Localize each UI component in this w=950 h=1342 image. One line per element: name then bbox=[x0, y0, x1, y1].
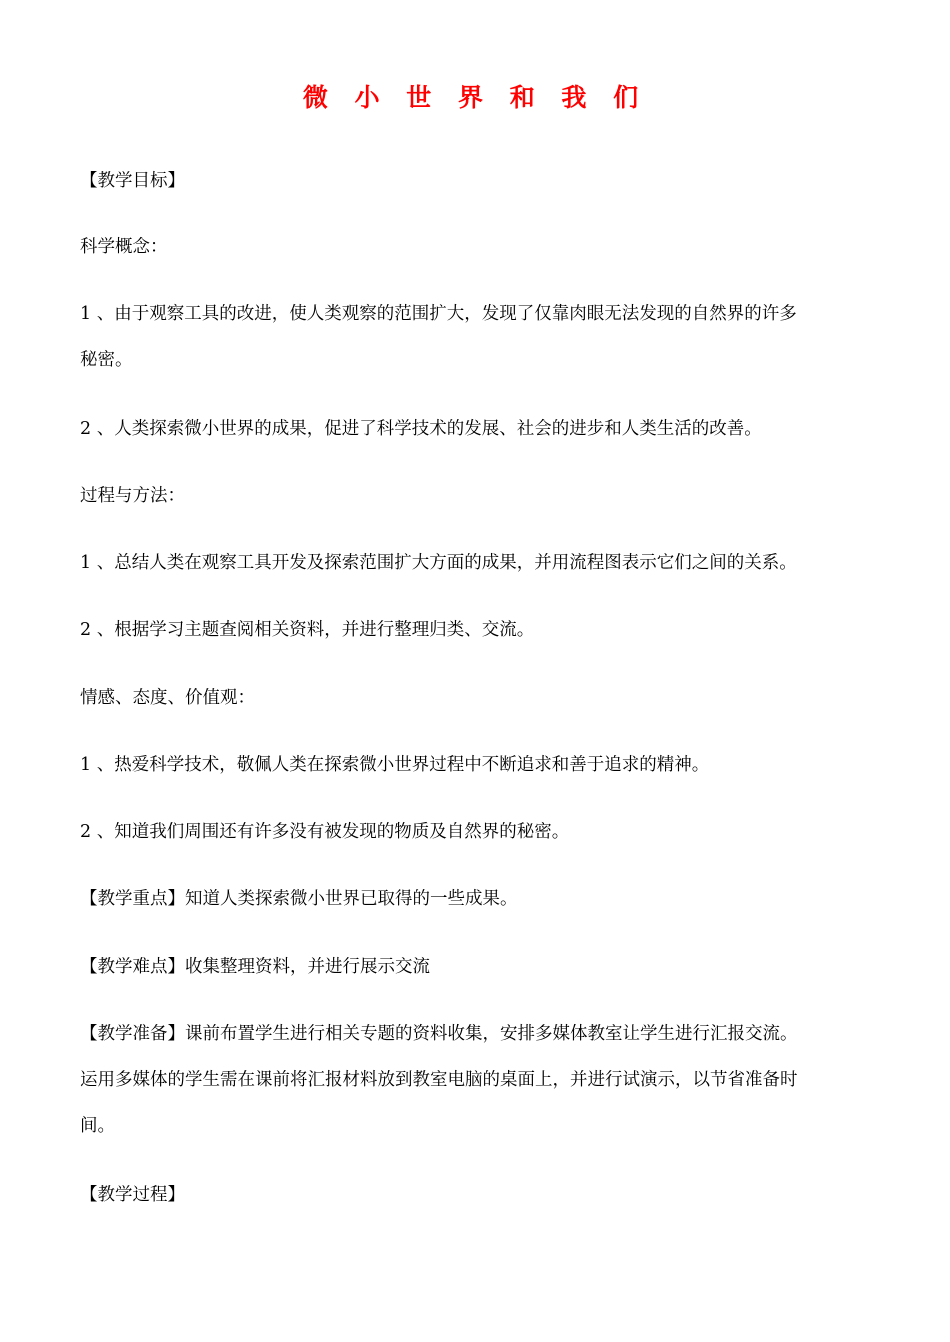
key-point-line bbox=[80, 884, 880, 914]
process-method-heading: 过程与方法： bbox=[80, 486, 185, 506]
process-item-1: 1 、总结人类在观察工具开发及探索范围扩大方面的成果，并用流程图表示它们之间的关系。 bbox=[80, 553, 797, 573]
attitude-item-1: 1 、热爱科学技术，敬佩人类在探索微小世界过程中不断追求和善于追求的精神。 bbox=[80, 755, 710, 775]
preparation-line-3: 间。 bbox=[80, 1116, 115, 1136]
process-item-2: 2 、根据学习主题查阅相关资料，并进行整理归类、交流。 bbox=[80, 620, 535, 640]
teaching-goals-heading: 【教学目标】 bbox=[80, 171, 185, 191]
preparation-line-1 bbox=[80, 1019, 880, 1049]
concept-item-2: 2 、人类探索微小世界的成果，促进了科学技术的发展、社会的进步和人类生活的改善。 bbox=[80, 419, 762, 439]
key-point-text: 知道人类探索微小世界已取得的一些成果。 bbox=[185, 889, 518, 909]
science-concept-heading: 科学概念： bbox=[80, 237, 168, 257]
difficulty-label: 【教学难点】 bbox=[80, 957, 185, 977]
attitude-item-2: 2 、知道我们周围还有许多没有被发现的物质及自然界的秘密。 bbox=[80, 822, 570, 842]
key-point-label: 【教学重点】 bbox=[80, 889, 185, 909]
difficulty-text: 收集整理资料，并进行展示交流 bbox=[185, 957, 430, 977]
difficulty-line bbox=[80, 952, 880, 982]
attitude-heading: 情感、态度、价值观： bbox=[80, 688, 255, 708]
concept-item-1-line-1: 1 、由于观察工具的改进，使人类观察的范围扩大，发现了仅靠肉眼无法发现的自然界的许多 bbox=[80, 304, 797, 324]
preparation-line-2: 运用多媒体的学生需在课前将汇报材料放到教室电脑的桌面上，并进行试演示，以节省准备时 bbox=[80, 1070, 798, 1090]
concept-item-1-line-2: 秘密。 bbox=[80, 350, 133, 370]
preparation-text-1: 课前布置学生进行相关专题的资料收集，安排多媒体教室让学生进行汇报交流。 bbox=[185, 1024, 798, 1044]
teaching-process-heading: 【教学过程】 bbox=[80, 1185, 185, 1205]
preparation-label: 【教学准备】 bbox=[80, 1024, 185, 1044]
document-title: 微 小 世 界 和 我 们 bbox=[302, 83, 648, 112]
